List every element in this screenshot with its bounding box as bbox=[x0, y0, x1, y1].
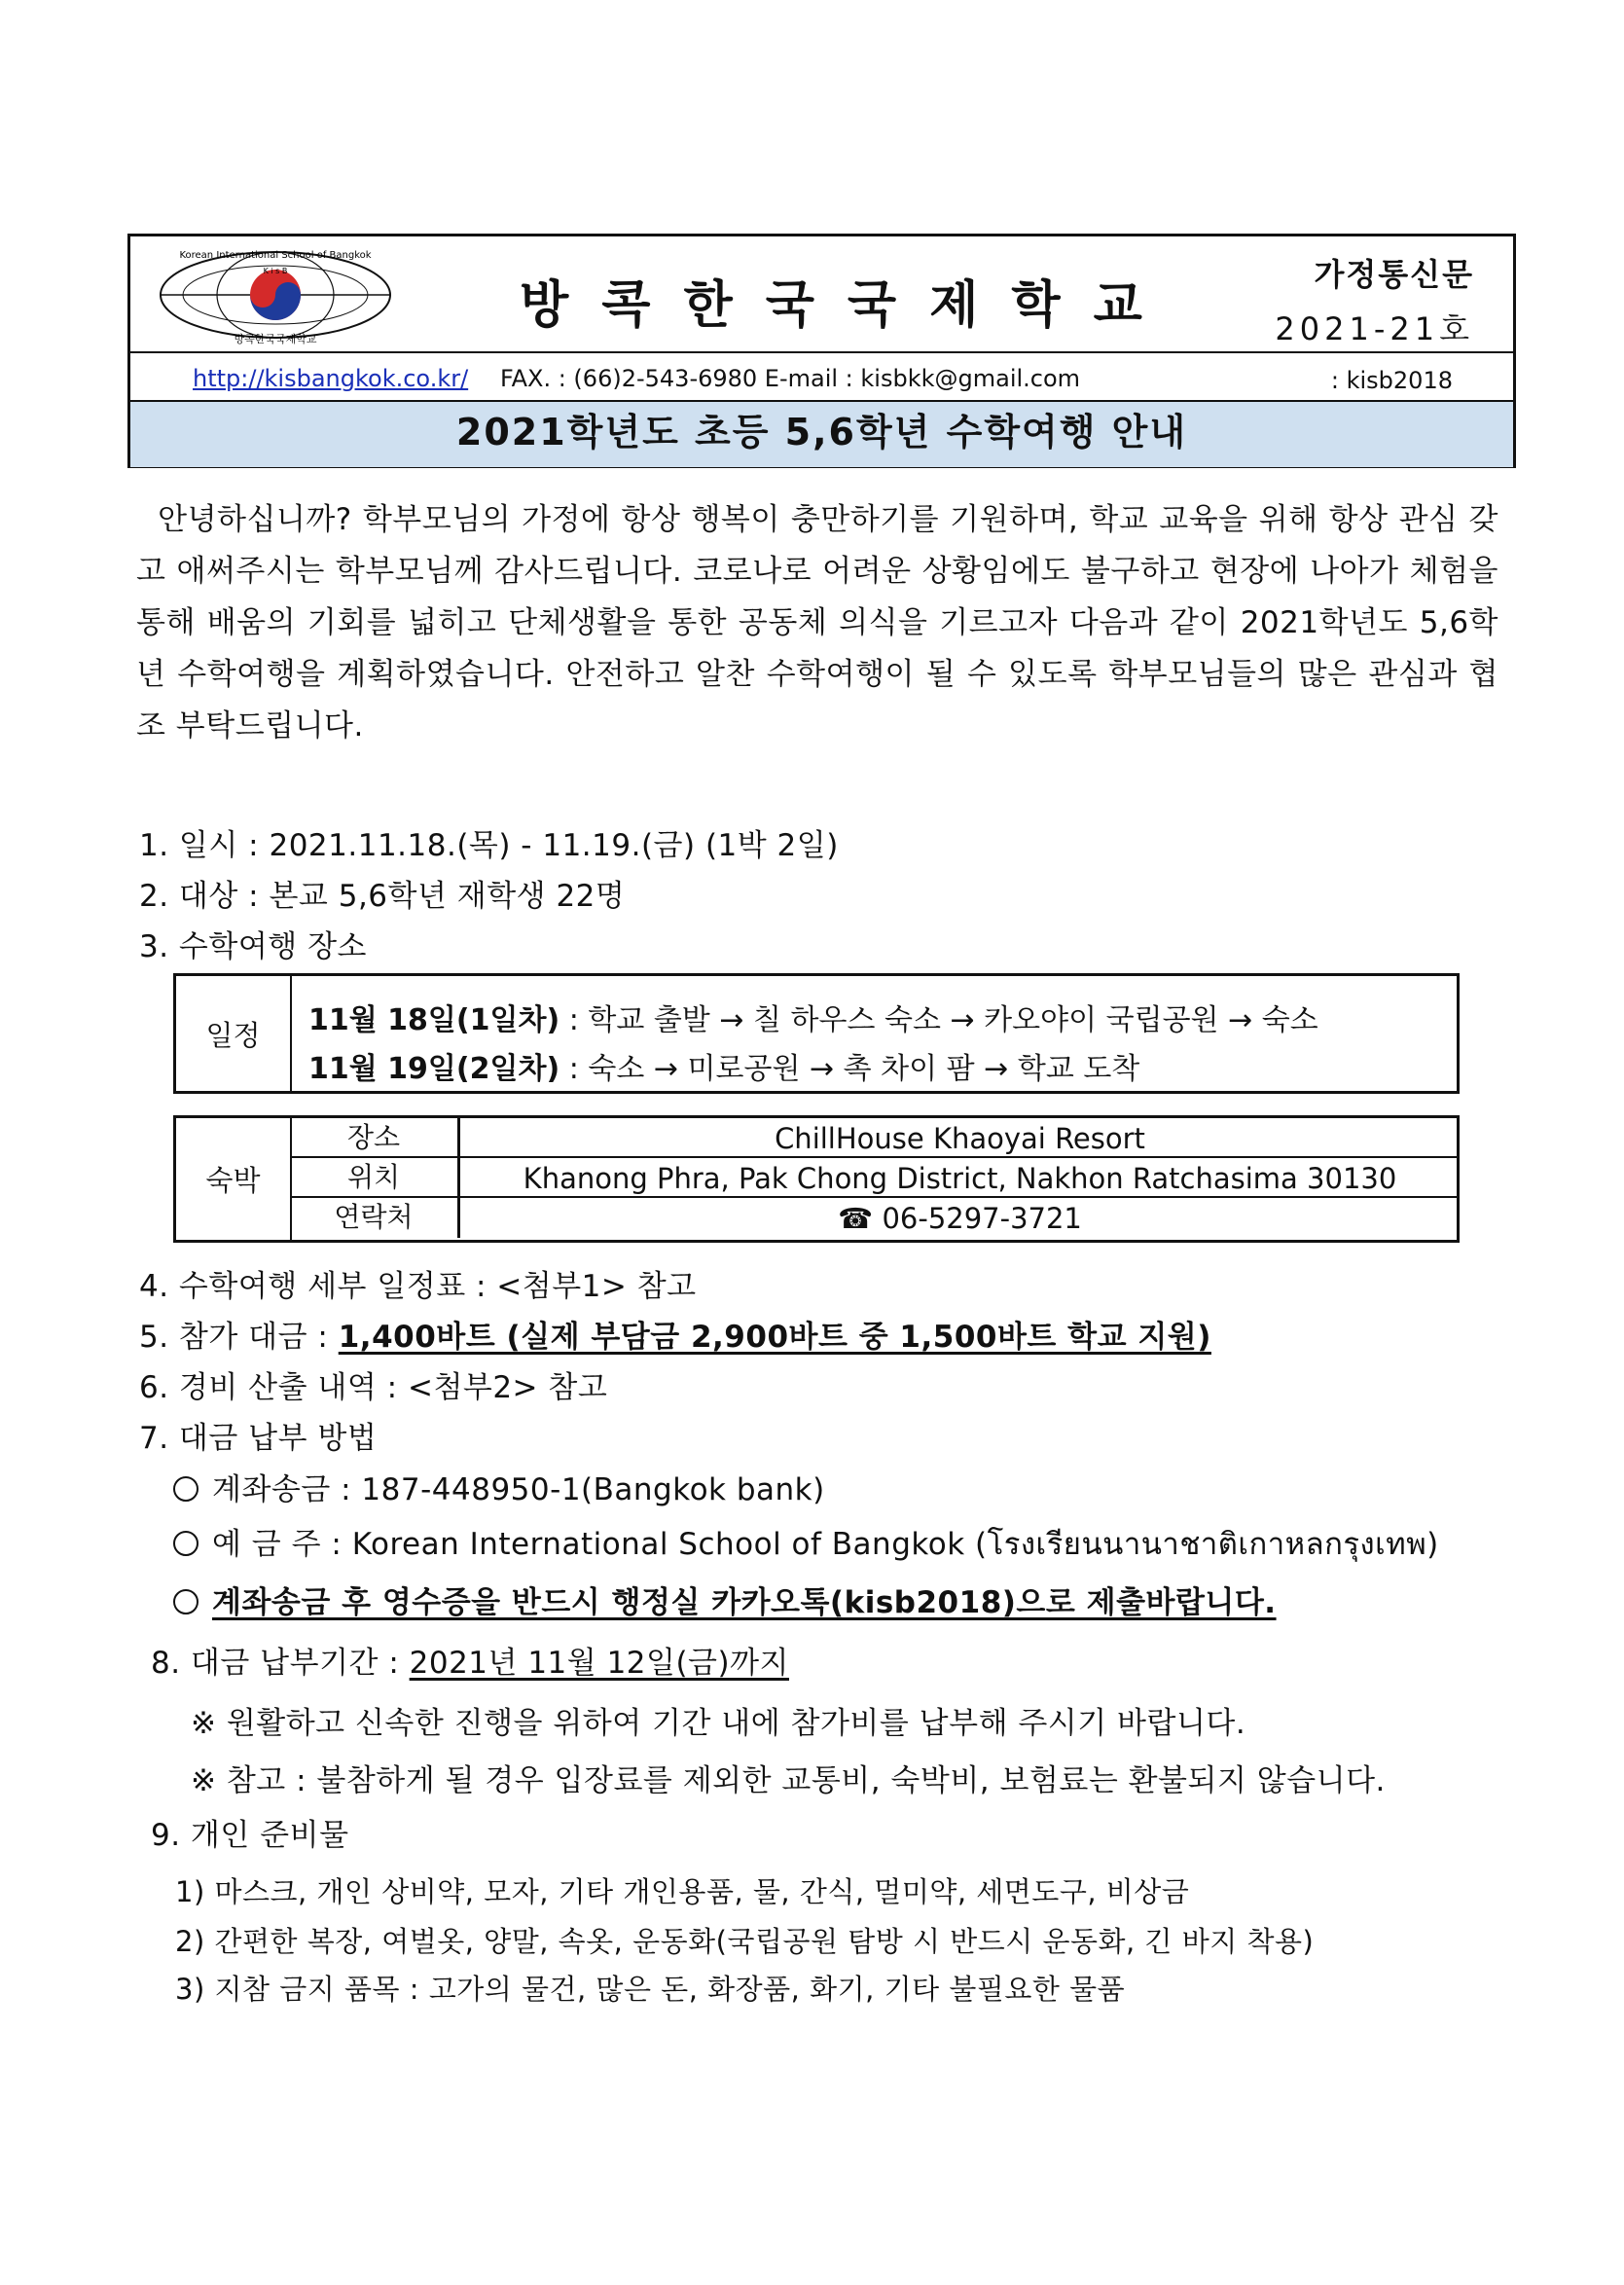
school-logo bbox=[144, 244, 407, 346]
item-cost-breakdown: 6. 경비 산출 내역 : <첨부2> 참고 bbox=[139, 1370, 608, 1405]
schedule-table bbox=[173, 973, 1460, 1094]
bullet-circle-icon bbox=[173, 1589, 198, 1614]
item-payment-period bbox=[151, 1638, 789, 1682]
lodging-label: 숙박 bbox=[176, 1118, 292, 1240]
logo-arc-text: Korean International School of Bangkok bbox=[179, 250, 372, 261]
payment-period-value: 2021년 11월 12일(금)까지 bbox=[409, 1646, 789, 1681]
letterhead bbox=[127, 234, 1516, 468]
day1-head: 11월 18일(1일차) bbox=[308, 1003, 560, 1037]
lodging-place-label: 장소 bbox=[290, 1118, 460, 1158]
payment-account bbox=[173, 1465, 825, 1508]
fee-value: 1,400바트 (실제 부담금 2,900바트 중 1,500바트 학교 지원) bbox=[338, 1320, 1211, 1355]
kakao-id: : kisb2018 bbox=[1330, 367, 1453, 394]
payment-note-refund: ※ 참고 : 불참하게 될 경우 입장료를 제외한 교통비, 숙박비, 보험료는 환불되지 않습니다. bbox=[191, 1763, 1386, 1798]
bullet-circle-icon bbox=[173, 1476, 198, 1502]
item-date: 1. 일시 : 2021.11.18.(목) - 11.19.(금) (1박 2일) bbox=[139, 828, 839, 863]
payment-holder bbox=[173, 1519, 1439, 1568]
lodging-contact-label: 연락처 bbox=[290, 1198, 460, 1238]
logo-bottom-text: 방콕한국국제학교 bbox=[234, 333, 317, 345]
intro-paragraph bbox=[136, 494, 1498, 752]
bullet-circle-icon bbox=[173, 1531, 198, 1556]
logo-center-text: K i s B bbox=[263, 267, 288, 275]
newsletter-label-box bbox=[1275, 250, 1474, 349]
newsletter-number: 2021-21호 bbox=[1275, 310, 1474, 347]
lodging-place-value: ChillHouse Khaoyai Resort bbox=[460, 1118, 1460, 1158]
item-place: 3. 수학여행 장소 bbox=[139, 929, 367, 964]
supplies-list-3: 3) 지참 금지 품목 : 고가의 물건, 많은 돈, 화장품, 화기, 기타 불필요한 물품 bbox=[175, 1973, 1126, 2006]
item-payment-method: 7. 대금 납부 방법 bbox=[139, 1421, 378, 1456]
fee-prefix: 5. 참가 대금 : bbox=[139, 1320, 339, 1355]
schedule-day2 bbox=[308, 1044, 1139, 1087]
item-fee bbox=[139, 1312, 1211, 1356]
item-detail-schedule: 4. 수학여행 세부 일정표 : <첨부1> 참고 bbox=[139, 1269, 697, 1304]
document-title: 2021학년도 초등 5,6학년 수학여행 안내 bbox=[130, 400, 1513, 467]
payment-note-deadline: ※ 원활하고 신속한 진행을 위하여 기간 내에 참가비를 납부해 주시기 바랍니다. bbox=[191, 1706, 1246, 1741]
item-target: 2. 대상 : 본교 5,6학년 재학생 22명 bbox=[139, 879, 626, 914]
supplies-list-2: 2) 간편한 복장, 여벌옷, 양말, 속옷, 운동화(국립공원 탐방 시 반드시 운동화, 긴 바지 착용) bbox=[175, 1925, 1315, 1958]
schedule-day1 bbox=[308, 996, 1318, 1038]
day1-body: : 학교 출발 → 칠 하우스 숙소 → 카오야이 국립공원 → 숙소 bbox=[559, 1003, 1318, 1037]
day2-head: 11월 19일(2일차) bbox=[308, 1052, 560, 1086]
newsletter-label: 가정통신문 bbox=[1314, 256, 1474, 293]
item-supplies: 9. 개인 준비물 bbox=[151, 1818, 349, 1853]
lodging-location-label: 위치 bbox=[290, 1158, 460, 1198]
payment-holder-text: 예 금 주 : Korean International School of Bangkok (โรงเรียนนานาชาติเกาหลกรุงเทพ) bbox=[212, 1527, 1439, 1562]
lodging-contact-value: ☎ 06-5297-3721 bbox=[838, 1202, 1082, 1235]
schedule-label: 일정 bbox=[176, 976, 292, 1091]
contact-bar bbox=[130, 351, 1513, 402]
school-website-link[interactable]: http://kisbangkok.co.kr/ bbox=[193, 365, 469, 392]
letterhead-top bbox=[130, 236, 1513, 351]
payment-account-text: 계좌송금 : 187-448950-1(Bangkok bank) bbox=[212, 1472, 825, 1507]
school-name: 방콕한국국제학교 bbox=[520, 276, 1175, 335]
fax-email: FAX. : (66)2-543-6980 E-mail : kisbkk@gmail.com bbox=[500, 365, 1081, 392]
supplies-list-1: 1) 마스크, 개인 상비약, 모자, 기타 개인용품, 물, 간식, 멀미약, 세면도구, 비상금 bbox=[175, 1875, 1190, 1908]
day2-body: : 숙소 → 미로공원 → 촉 차이 팜 → 학교 도착 bbox=[559, 1052, 1140, 1086]
payment-period-prefix: 8. 대금 납부기간 : bbox=[151, 1646, 410, 1681]
lodging-table bbox=[173, 1115, 1460, 1243]
intro-text: 안녕하십니까? 학부모님의 가정에 항상 행복이 충만하기를 기원하며, 학교 교육을 위해 항상 관심 갖고 애써주시는 학부모님께 감사드립니다. 코로나로 어려운 상황임에도 불구하고 현장에 나아가 체험을 통해 배움의 기회를 넓히고 단체생활을 통한 공동체 의식을 기르고자 다음과 같이 2021학년도 5,6학년 수학여행을 계획하였습니다. 안전하고 알찬 수학여행이 될 수 있도록 학부모님들의 많은 관심과 협조 부탁드립니다. bbox=[136, 502, 1498, 744]
payment-receipt-text: 계좌송금 후 영수증을 반드시 행정실 카카오톡(kisb2018)으로 제출바랍니다. bbox=[212, 1585, 1277, 1620]
lodging-location-value: Khanong Phra, Pak Chong District, Nakhon Ratchasima 30130 bbox=[460, 1158, 1460, 1198]
payment-receipt-notice bbox=[173, 1578, 1277, 1621]
